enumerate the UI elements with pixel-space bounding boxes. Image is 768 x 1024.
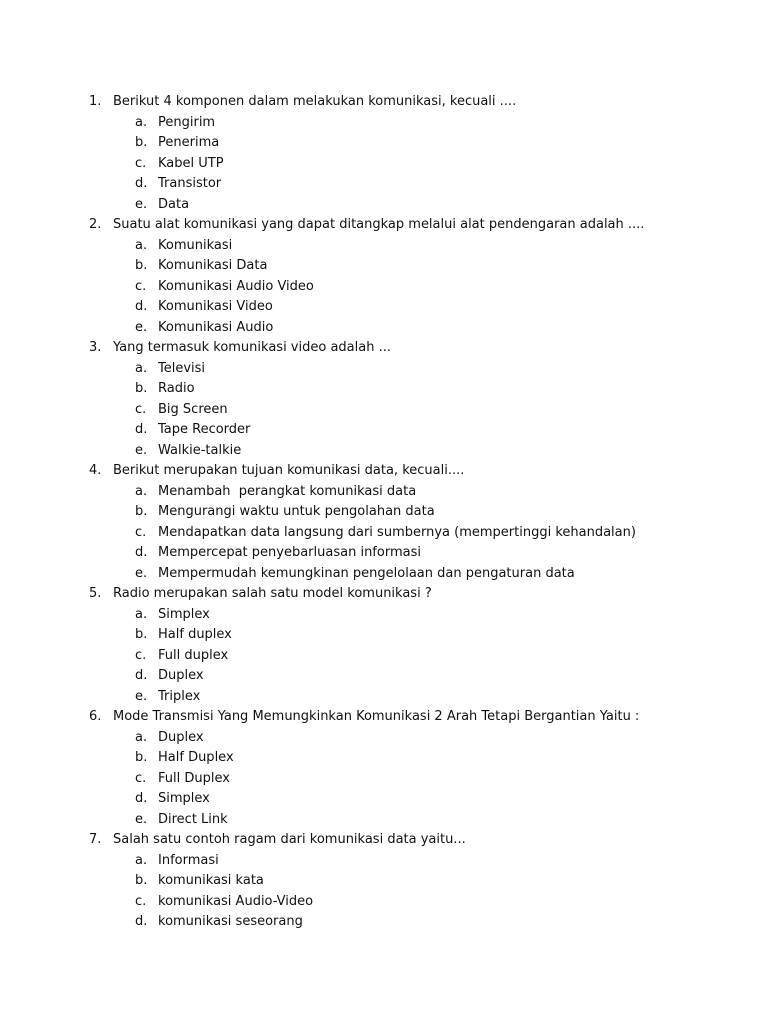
- option-item: [0, 892, 768, 913]
- option-item: [0, 236, 768, 257]
- option-text: Big Screen: [158, 401, 228, 417]
- question-number: 1.: [89, 94, 102, 109]
- option-text: Mendapatkan data langsung dari sumbernya (mempertinggi kehandalan): [158, 524, 636, 540]
- option-letter: c.: [135, 647, 147, 663]
- option-text: Half duplex: [158, 627, 232, 642]
- question-3: [0, 338, 768, 359]
- option-item: [0, 769, 768, 790]
- option-letter: e.: [135, 811, 148, 827]
- option-letter: c.: [135, 524, 147, 540]
- option-item: [0, 543, 768, 564]
- option-letter: b.: [135, 750, 148, 765]
- question-number: 7.: [89, 832, 102, 847]
- option-item: [0, 154, 768, 175]
- question-number: 2.: [89, 217, 102, 232]
- option-letter: b.: [135, 627, 148, 642]
- option-letter: d.: [135, 545, 148, 560]
- option-item: [0, 318, 768, 339]
- option-letter: d.: [135, 299, 148, 314]
- question-list: [0, 92, 768, 933]
- option-item: [0, 297, 768, 318]
- option-item: [0, 256, 768, 277]
- question-number: 4.: [89, 463, 102, 478]
- option-text: Transistor: [158, 176, 222, 191]
- option-item: [0, 871, 768, 892]
- option-text: Full Duplex: [158, 770, 230, 786]
- option-letter: d.: [135, 791, 148, 806]
- option-item: [0, 687, 768, 708]
- option-text: Data: [158, 196, 190, 212]
- option-item: [0, 851, 768, 872]
- option-text: Mempercepat penyebarluasan informasi: [158, 545, 421, 560]
- question-5: [0, 584, 768, 605]
- option-text: Direct Link: [158, 811, 228, 827]
- option-text: Komunikasi: [158, 237, 233, 253]
- option-item: [0, 605, 768, 626]
- option-text: komunikasi kata: [158, 873, 264, 888]
- option-text: Walkie-talkie: [158, 442, 242, 458]
- option-text: Televisi: [158, 360, 206, 376]
- question-text: Mode Transmisi Yang Memungkinkan Komunikasi 2 Arah Tetapi Bergantian Yaitu :: [113, 709, 640, 724]
- option-letter: a.: [135, 729, 148, 745]
- option-letter: c.: [135, 278, 147, 294]
- option-item: [0, 646, 768, 667]
- option-text: Kabel UTP: [158, 155, 224, 171]
- option-text: Pengirim: [158, 114, 216, 130]
- option-item: [0, 482, 768, 503]
- option-item: [0, 789, 768, 810]
- question-text: Suatu alat komunikasi yang dapat ditangkap melalui alat pendengaran adalah ....: [113, 217, 645, 232]
- option-text: Simplex: [158, 791, 210, 806]
- option-text: Komunikasi Data: [158, 258, 268, 273]
- option-text: Mengurangi waktu untuk pengolahan data: [158, 504, 435, 519]
- question-text: Salah satu contoh ragam dari komunikasi data yaitu...: [113, 832, 466, 847]
- question-text: Berikut 4 komponen dalam melakukan komunikasi, kecuali ....: [113, 94, 517, 109]
- option-text: Mempermudah kemungkinan pengelolaan dan pengaturan data: [158, 565, 575, 581]
- option-item: [0, 666, 768, 687]
- option-item: [0, 359, 768, 380]
- option-text: Menambah perangkat komunikasi data: [158, 483, 417, 499]
- option-letter: d.: [135, 914, 148, 929]
- option-item: [0, 748, 768, 769]
- option-item: [0, 277, 768, 298]
- option-letter: b.: [135, 504, 148, 519]
- option-letter: b.: [135, 258, 148, 273]
- option-item: [0, 174, 768, 195]
- option-letter: e.: [135, 688, 148, 704]
- question-number: 6.: [89, 709, 102, 724]
- option-item: [0, 195, 768, 216]
- option-item: [0, 810, 768, 831]
- option-letter: d.: [135, 176, 148, 191]
- option-letter: d.: [135, 668, 148, 683]
- option-text: Informasi: [158, 852, 219, 868]
- option-letter: c.: [135, 893, 147, 909]
- option-letter: b.: [135, 873, 148, 888]
- option-text: Duplex: [158, 729, 204, 745]
- option-item: [0, 379, 768, 400]
- option-text: Komunikasi Video: [158, 299, 273, 314]
- option-text: Komunikasi Audio Video: [158, 278, 314, 294]
- question-1: [0, 92, 768, 113]
- question-number: 5.: [89, 586, 102, 601]
- option-letter: a.: [135, 237, 148, 253]
- option-letter: e.: [135, 319, 148, 335]
- option-text: Komunikasi Audio: [158, 319, 274, 335]
- question-7: [0, 830, 768, 851]
- question-text: Yang termasuk komunikasi video adalah ...: [113, 340, 391, 355]
- question-text: Radio merupakan salah satu model komunikasi ?: [113, 586, 432, 601]
- option-letter: c.: [135, 770, 147, 786]
- option-letter: a.: [135, 852, 148, 868]
- question-2: [0, 215, 768, 236]
- option-item: [0, 564, 768, 585]
- option-letter: e.: [135, 442, 148, 458]
- question-4: [0, 461, 768, 482]
- option-item: [0, 441, 768, 462]
- option-letter: c.: [135, 155, 147, 171]
- option-letter: a.: [135, 606, 148, 622]
- option-letter: e.: [135, 196, 148, 212]
- option-text: Duplex: [158, 668, 204, 683]
- option-item: [0, 420, 768, 441]
- option-letter: a.: [135, 483, 148, 499]
- question-number: 3.: [89, 340, 102, 355]
- option-letter: d.: [135, 422, 148, 437]
- option-text: Full duplex: [158, 647, 229, 663]
- option-item: [0, 625, 768, 646]
- question-text: Berikut merupakan tujuan komunikasi data, kecuali....: [113, 463, 465, 478]
- option-letter: c.: [135, 401, 147, 417]
- option-item: [0, 523, 768, 544]
- option-letter: b.: [135, 135, 148, 150]
- option-text: Half Duplex: [158, 750, 234, 765]
- option-letter: e.: [135, 565, 148, 581]
- option-item: [0, 912, 768, 933]
- option-text: Tape Recorder: [158, 422, 251, 437]
- option-text: Penerima: [158, 135, 220, 150]
- option-text: komunikasi Audio-Video: [158, 893, 314, 909]
- option-text: komunikasi seseorang: [158, 914, 303, 929]
- question-6: [0, 707, 768, 728]
- option-letter: b.: [135, 381, 148, 396]
- option-item: [0, 113, 768, 134]
- option-letter: a.: [135, 360, 148, 376]
- option-item: [0, 502, 768, 523]
- option-text: Radio: [158, 381, 195, 396]
- option-item: [0, 728, 768, 749]
- option-item: [0, 133, 768, 154]
- option-letter: a.: [135, 114, 148, 130]
- option-item: [0, 400, 768, 421]
- option-text: Triplex: [158, 688, 201, 704]
- option-text: Simplex: [158, 606, 210, 622]
